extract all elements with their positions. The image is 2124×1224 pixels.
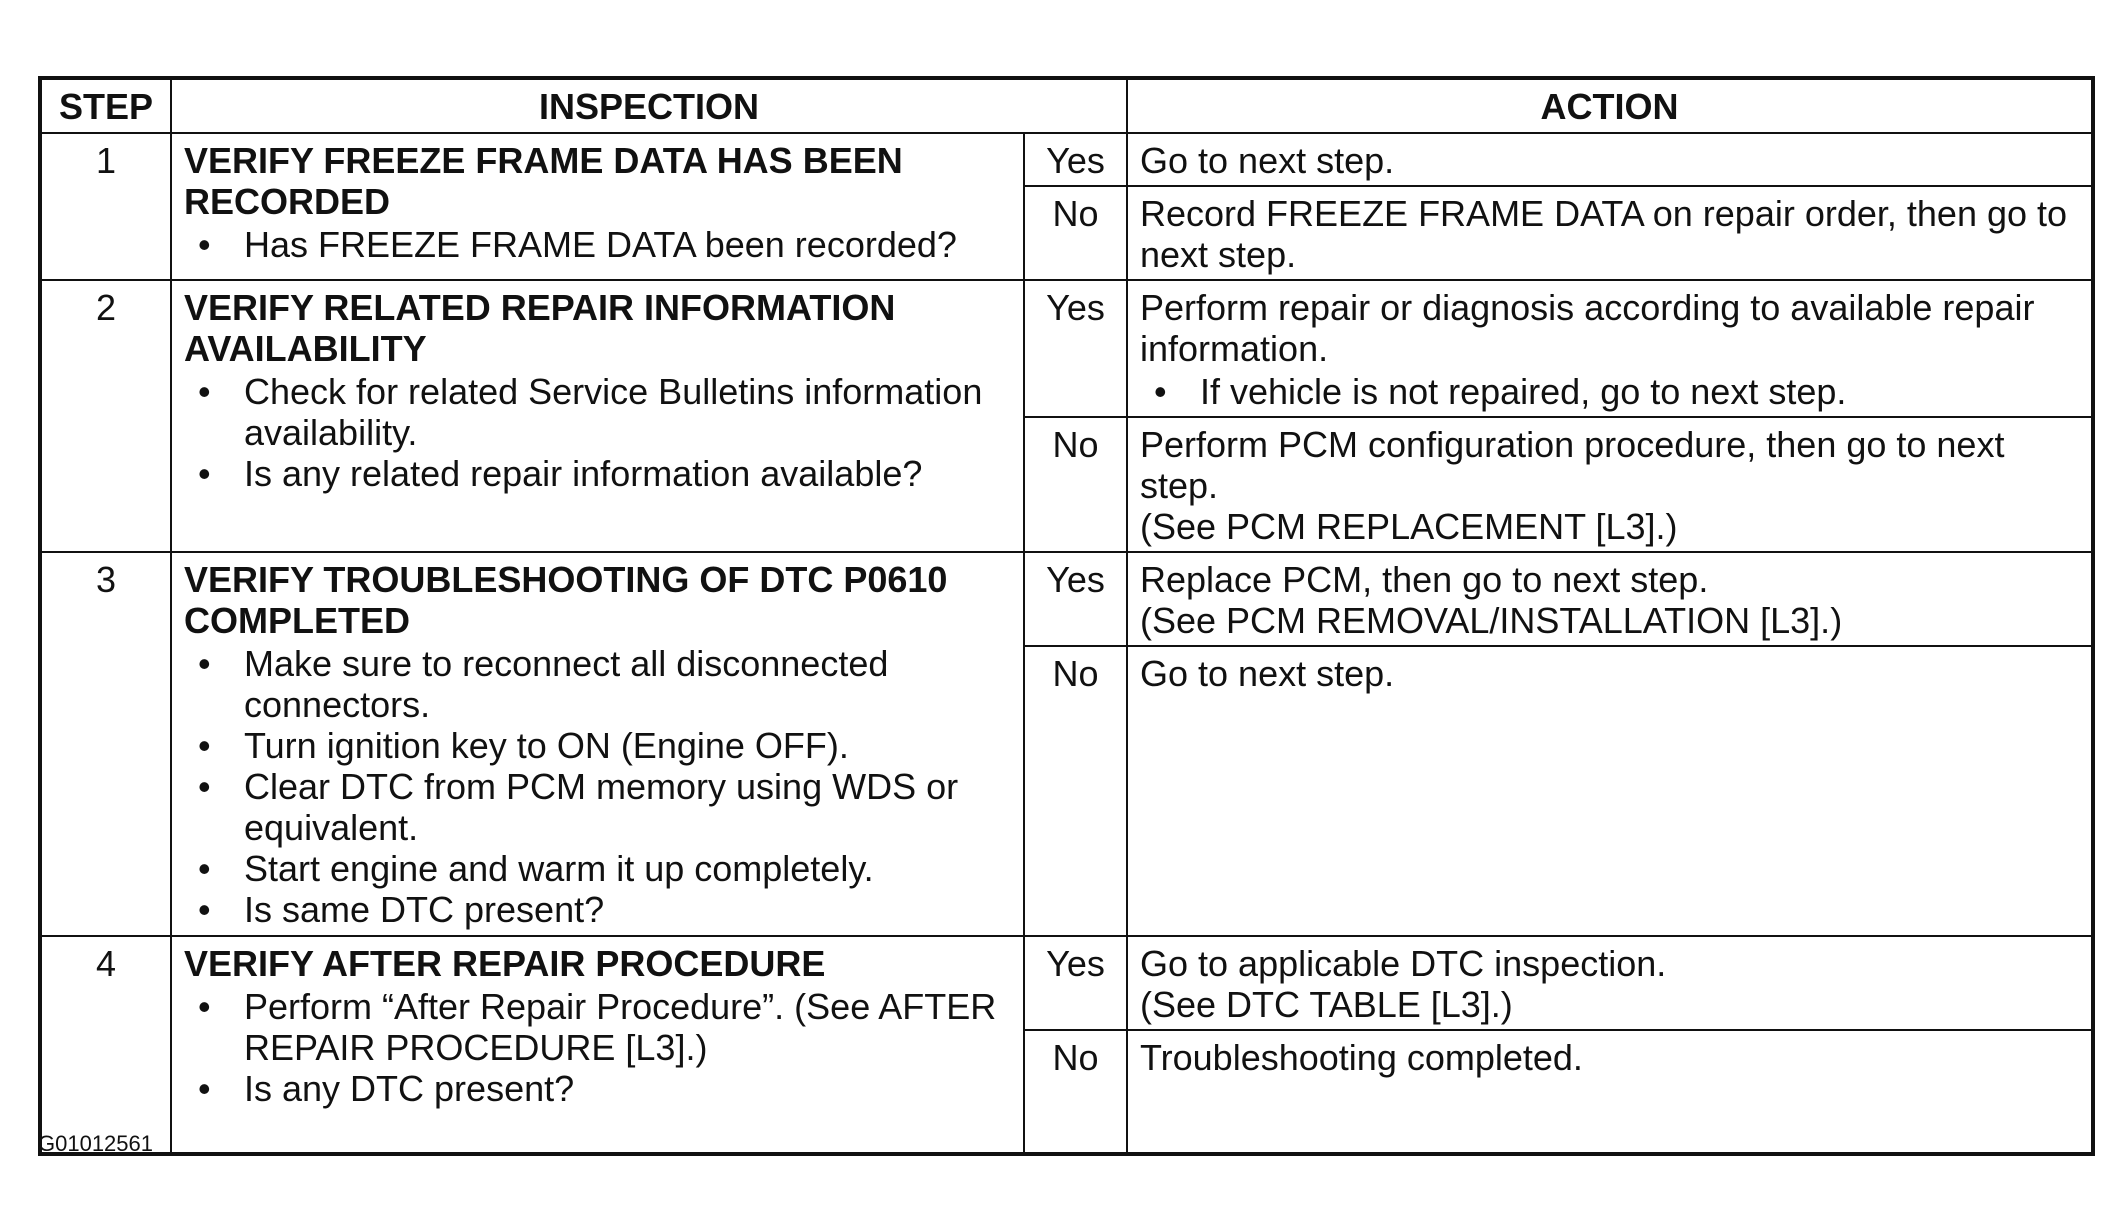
no-action (1127, 646, 2093, 936)
inspection-cell (171, 280, 1024, 552)
action-line: Perform repair or diagnosis according to available repair information. (1140, 287, 2035, 369)
inspection-title: VERIFY AFTER REPAIR PROCEDURE (184, 943, 826, 984)
inspection-cell (171, 133, 1024, 280)
inspection-bullet: • Turn ignition key to ON (Engine OFF). (184, 725, 1013, 766)
header-inspection: INSPECTION (171, 78, 1127, 133)
yes-action (1127, 936, 2093, 1030)
header-action: ACTION (1127, 78, 2093, 133)
step-row-yes (40, 133, 2093, 186)
inspection-cell (171, 552, 1024, 936)
step-number: 3 (40, 552, 171, 936)
no-label: No (1024, 417, 1127, 552)
inspection-bullets (184, 224, 1013, 265)
yes-label: Yes (1024, 552, 1127, 646)
inspection-bullet: • Perform “After Repair Procedure”. (See AFTER REPAIR PROCEDURE [L3].) (184, 986, 1013, 1068)
step-number: 4 (40, 936, 171, 1154)
action-line: (See DTC TABLE [L3].) (1140, 984, 1513, 1025)
yes-action (1127, 280, 2093, 417)
step-row-yes (40, 280, 2093, 417)
no-label: No (1024, 646, 1127, 936)
inspection-bullets (184, 986, 1013, 1109)
figure-id: G01012561 (38, 1131, 153, 1156)
inspection-bullet: • Clear DTC from PCM memory using WDS or equivalent. (184, 766, 1013, 848)
inspection-bullet: • Make sure to reconnect all disconnected connectors. (184, 643, 1013, 725)
action-bullets (1140, 371, 2081, 412)
inspection-bullet: • Is any DTC present? (184, 1068, 1013, 1109)
yes-action (1127, 133, 2093, 186)
troubleshooting-table (38, 76, 2095, 1156)
inspection-cell (171, 936, 1024, 1154)
action-line: Replace PCM, then go to next step. (1140, 559, 1709, 600)
yes-label: Yes (1024, 133, 1127, 186)
no-action (1127, 186, 2093, 280)
yes-label: Yes (1024, 936, 1127, 1030)
inspection-title: VERIFY TROUBLESHOOTING OF DTC P0610 COMPLETED (184, 559, 948, 641)
inspection-bullet: • Is any related repair information available? (184, 453, 1013, 494)
header-row (40, 78, 2093, 133)
no-label: No (1024, 186, 1127, 280)
action-line: Perform PCM configuration procedure, then go to next step. (1140, 424, 2005, 506)
no-action (1127, 417, 2093, 552)
no-action (1127, 1030, 2093, 1154)
step-number: 1 (40, 133, 171, 280)
inspection-bullet: • Has FREEZE FRAME DATA been recorded? (184, 224, 1013, 265)
inspection-bullets (184, 371, 1013, 494)
action-line: Troubleshooting completed. (1140, 1037, 1583, 1078)
step-number: 2 (40, 280, 171, 552)
inspection-title: VERIFY FREEZE FRAME DATA HAS BEEN RECORDED (184, 140, 903, 222)
step-row-yes (40, 552, 2093, 646)
action-bullet: • If vehicle is not repaired, go to next step. (1140, 371, 2081, 412)
action-line: Go to applicable DTC inspection. (1140, 943, 1667, 984)
no-label: No (1024, 1030, 1127, 1154)
action-line: Record FREEZE FRAME DATA on repair order, then go to next step. (1140, 193, 2068, 275)
inspection-bullet: • Check for related Service Bulletins information availability. (184, 371, 1013, 453)
step-row-yes (40, 936, 2093, 1030)
inspection-bullets (184, 643, 1013, 930)
inspection-bullet: • Is same DTC present? (184, 889, 1013, 930)
inspection-bullet: • Start engine and warm it up completely. (184, 848, 1013, 889)
inspection-title: VERIFY RELATED REPAIR INFORMATION AVAILABILITY (184, 287, 896, 369)
yes-label: Yes (1024, 280, 1127, 417)
header-step: STEP (40, 78, 171, 133)
action-line: (See PCM REPLACEMENT [L3].) (1140, 506, 1678, 547)
action-line: Go to next step. (1140, 653, 1395, 694)
yes-action (1127, 552, 2093, 646)
action-line: (See PCM REMOVAL/INSTALLATION [L3].) (1140, 600, 1843, 641)
action-line: Go to next step. (1140, 140, 1395, 181)
